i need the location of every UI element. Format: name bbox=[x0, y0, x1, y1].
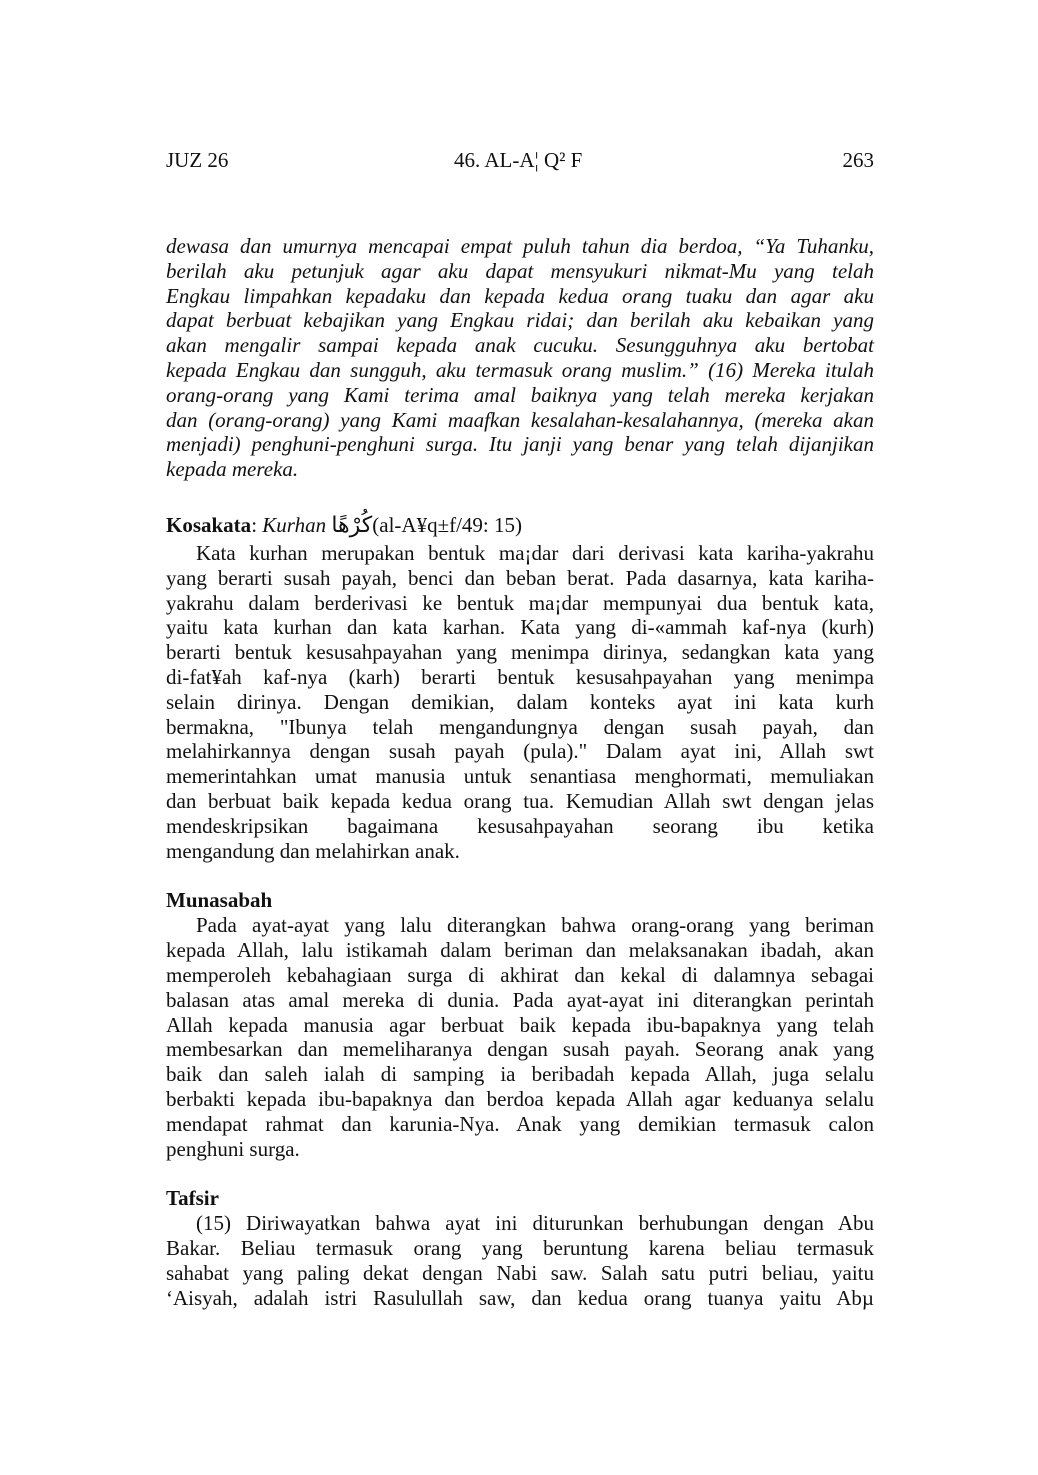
kosakata-arabic: كُرْهًا bbox=[331, 512, 373, 538]
munasabah-line: baik dan saleh ialah di samping ia beribadah kepada Allah, juga selalu bbox=[166, 1062, 874, 1087]
munasabah-line: kepada Allah, lalu istikamah dalam beriman dan melaksanakan ibadah, akan bbox=[166, 938, 874, 963]
munasabah-line: Pada ayat-ayat yang lalu diterangkan bahwa orang-orang yang beriman bbox=[196, 913, 874, 938]
quote-line: dan (orang-orang) yang Kami maafkan kesalahan-kesalahannya, (mereka akan bbox=[166, 407, 874, 432]
quote-line: kepada mereka. bbox=[166, 457, 299, 482]
munasabah-heading: Munasabah bbox=[166, 888, 273, 913]
munasabah-line: penghuni surga. bbox=[166, 1136, 300, 1161]
quote-line: dapat berbuat kebajikan yang Engkau ridai; dan berilah aku kebaikan yang bbox=[166, 308, 874, 333]
kosakata-line: di-fat¥ah kaf-nya (karh) berarti bentuk kesusahpayahan yang menimpa bbox=[166, 664, 874, 689]
kosakata-body bbox=[166, 541, 874, 863]
quote-line: kepada Engkau dan sungguh, aku termasuk orang muslim.” (16) Mereka itulah bbox=[166, 357, 874, 382]
munasabah-line: membesarkan dan memeliharanya dengan susah payah. Seorang anak yang bbox=[166, 1037, 874, 1062]
translation-quote bbox=[166, 234, 874, 482]
kosakata-heading: Kosakata: Kurhan كُرْهًا(al-A¥q±f/49: 15) bbox=[166, 512, 523, 538]
tafsir-body bbox=[166, 1211, 874, 1310]
munasabah-line: balasan atas amal mereka di dunia. Pada ayat-ayat ini diterangkan perintah bbox=[166, 987, 874, 1012]
quote-line: akan mengalir sampai kepada anak cucuku. Sesungguhnya aku bertobat bbox=[166, 333, 874, 358]
kosakata-term: Kurhan bbox=[262, 512, 327, 537]
page-number: 263 bbox=[842, 148, 874, 172]
tafsir-heading: Tafsir bbox=[166, 1186, 219, 1211]
kosakata-line: mendeskripsikan bagaimana kesusahpayahan seorang ibu ketika bbox=[166, 813, 874, 838]
kosakata-line: memerintahkan umat manusia untuk senantiasa menghormati, memuliakan bbox=[166, 764, 874, 789]
quote-line: menjadi) penghuni-penghuni surga. Itu janji yang benar yang telah dijanjikan bbox=[166, 432, 874, 457]
document-page bbox=[166, 140, 874, 1310]
kosakata-line: dan berbuat baik kepada kedua orang tua. Kemudian Allah swt dengan jelas bbox=[166, 788, 874, 813]
kosakata-reference: (al-A¥q±f/49: 15) bbox=[372, 512, 523, 537]
kosakata-line: melahirkannya dengan susah payah (pula)." Dalam ayat ini, Allah swt bbox=[166, 739, 874, 764]
surah-title: 46. AL-A¦ Q² F bbox=[454, 148, 583, 172]
munasabah-line: mendapat rahmat dan karunia-Nya. Anak yang demikian termasuk calon bbox=[166, 1111, 874, 1136]
munasabah-body bbox=[166, 913, 874, 1161]
munasabah-line: memperoleh kebahagiaan surga di akhirat dan kekal di dalamnya sebagai bbox=[166, 962, 874, 987]
munasabah-line: berbakti kepada ibu-bapaknya dan berdoa kepada Allah agar keduanya selalu bbox=[166, 1086, 874, 1111]
juz-label: JUZ 26 bbox=[166, 148, 229, 172]
kosakata-line: yaitu kata kurhan dan kata karhan. Kata yang di-«ammah kaf-nya (kurh) bbox=[166, 615, 874, 640]
tafsir-line: ‘Aisyah, adalah istri Rasulullah saw, dan kedua orang tuanya yaitu Abµ bbox=[166, 1285, 874, 1310]
quote-line: orang-orang yang Kami terima amal baiknya yang telah mereka kerjakan bbox=[166, 382, 874, 407]
kosakata-line: yang berarti susah payah, benci dan beban berat. Pada dasarnya, kata kariha- bbox=[166, 565, 874, 590]
kosakata-line: mengandung dan melahirkan anak. bbox=[166, 838, 460, 863]
kosakata-label: Kosakata bbox=[166, 512, 252, 537]
running-header bbox=[166, 140, 874, 170]
quote-line: berilah aku petunjuk agar aku dapat mensyukuri nikmat-Mu yang telah bbox=[166, 258, 874, 283]
munasabah-line: Allah kepada manusia agar berbuat baik kepada ibu-bapaknya yang telah bbox=[166, 1012, 874, 1037]
tafsir-line: (15) Diriwayatkan bahwa ayat ini diturunkan berhubungan dengan Abu bbox=[196, 1211, 874, 1236]
quote-line: dewasa dan umurnya mencapai empat puluh tahun dia berdoa, “Ya Tuhanku, bbox=[166, 234, 874, 258]
kosakata-line: Kata kurhan merupakan bentuk ma¡dar dari derivasi kata kariha-yakrahu bbox=[196, 540, 874, 565]
kosakata-line: yakrahu dalam berderivasi ke bentuk ma¡dar mempunyai dua bentuk kata, bbox=[166, 590, 874, 615]
kosakata-line: bermakna, "Ibunya telah mengandungnya dengan susah payah, dan bbox=[166, 714, 874, 739]
kosakata-line: berarti bentuk kesusahpayahan yang menimpa dirinya, sedangkan kata yang bbox=[166, 640, 874, 665]
tafsir-line: Bakar. Beliau termasuk orang yang beruntung karena beliau termasuk bbox=[166, 1236, 874, 1261]
tafsir-line: sahabat yang paling dekat dengan Nabi saw. Salah satu putri beliau, yaitu bbox=[166, 1260, 874, 1285]
kosakata-line: selain dirinya. Dengan demikian, dalam konteks ayat ini kata kurh bbox=[166, 689, 874, 714]
quote-line: Engkau limpahkan kepadaku dan kepada kedua orang tuaku dan agar aku bbox=[166, 283, 874, 308]
